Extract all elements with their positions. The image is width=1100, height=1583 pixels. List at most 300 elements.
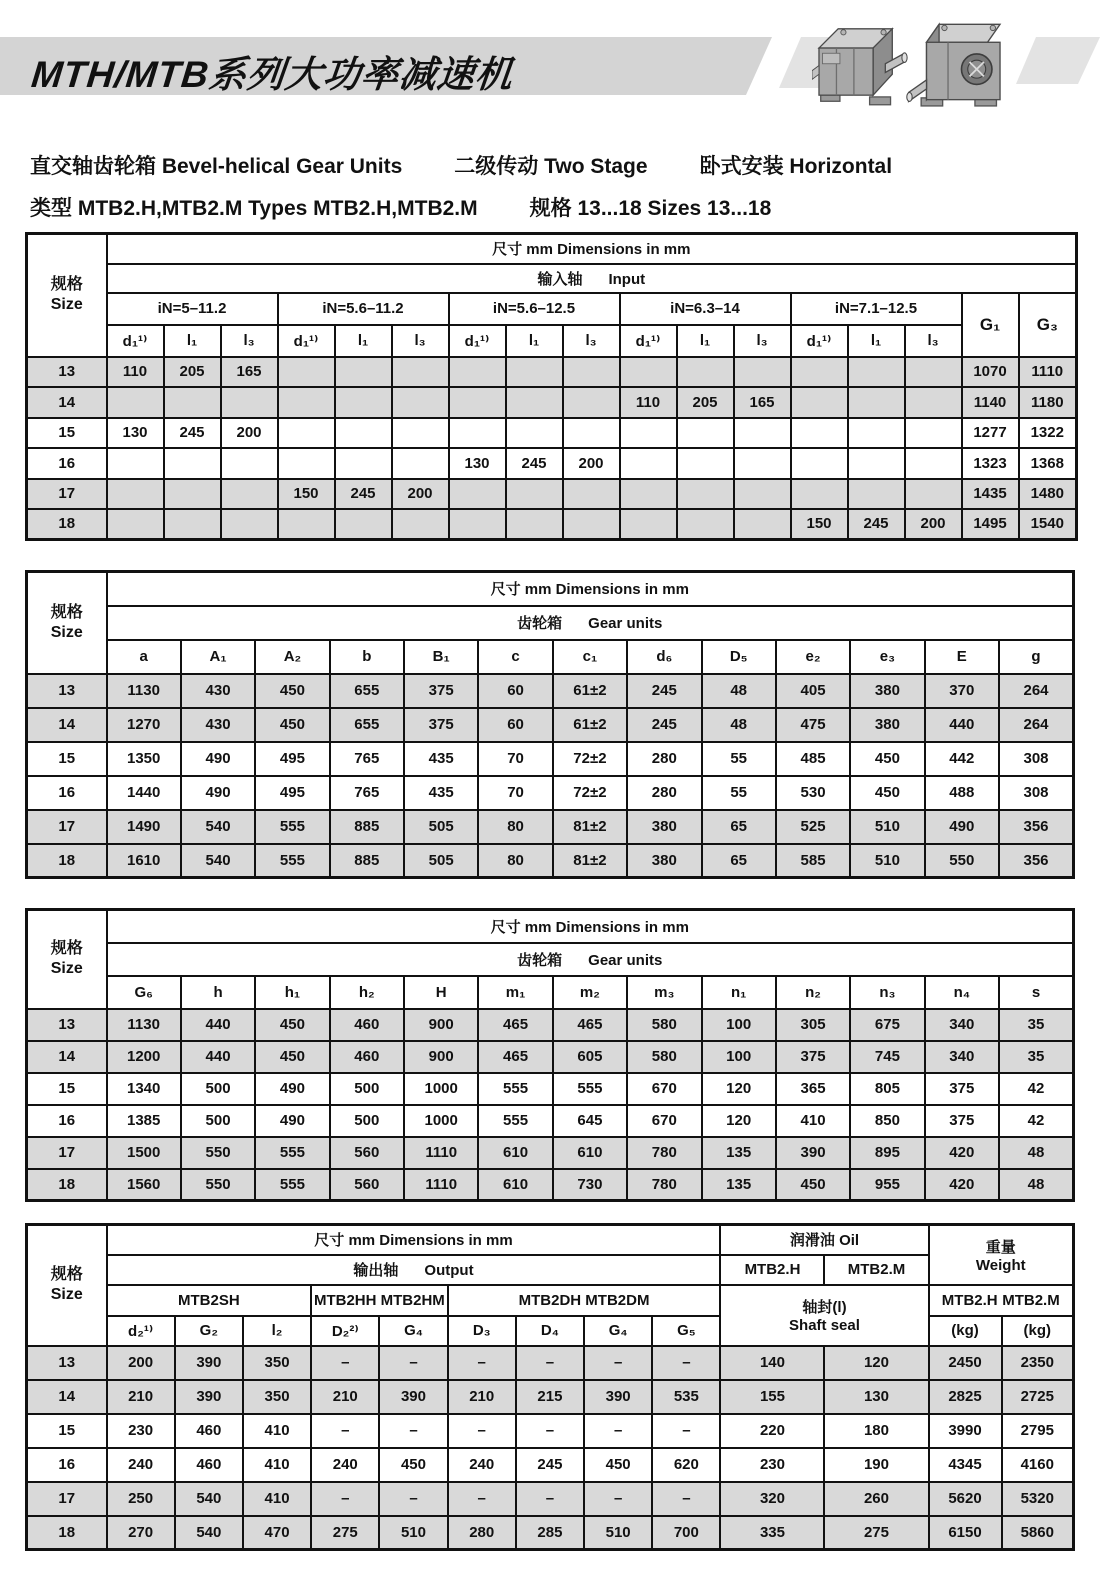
column-header: l₁ [848, 325, 905, 357]
dimension-value: 535 [652, 1380, 720, 1414]
output-oil-weight-table [25, 1223, 1075, 1551]
dimension-value: 410 [243, 1448, 311, 1482]
table-row [27, 606, 1074, 640]
dimension-value: 580 [627, 1041, 701, 1073]
table-row [27, 387, 1077, 418]
table-row [27, 674, 1074, 708]
dimension-value [449, 357, 506, 387]
ratio-group-header: iN=7.1–12.5 [791, 293, 962, 325]
oil-value: 180 [824, 1414, 928, 1448]
dimension-value: 1110 [404, 1137, 478, 1169]
weight-value: 5620 [929, 1482, 1002, 1516]
dimension-value: 440 [181, 1009, 255, 1041]
weight-value: 6150 [929, 1516, 1002, 1550]
g-column-header: G₃ [1019, 293, 1077, 357]
dimension-value: 895 [850, 1137, 924, 1169]
column-header: l₁ [506, 325, 563, 357]
dimension-value: – [516, 1346, 584, 1380]
table-row [27, 1482, 1074, 1516]
dimension-value: 370 [925, 674, 999, 708]
dimension-value [791, 448, 848, 479]
dimension-value [221, 448, 278, 479]
output-section-header: 输出轴 Output [107, 1255, 721, 1285]
dimension-value: 70 [478, 742, 552, 776]
dimension-value: 465 [478, 1009, 552, 1041]
column-header: h [181, 976, 255, 1009]
dimension-value: 430 [181, 708, 255, 742]
table-row [27, 1285, 1074, 1316]
dimension-value [164, 387, 221, 418]
table-row [27, 572, 1074, 606]
column-header: G₂ [175, 1316, 243, 1346]
oil-value: 220 [720, 1414, 824, 1448]
dimension-value [848, 357, 905, 387]
dimension-value [449, 418, 506, 448]
table-row [27, 910, 1074, 943]
dimension-value: 885 [330, 844, 404, 878]
dimension-value: 150 [278, 479, 335, 509]
dimension-value: 450 [379, 1448, 447, 1482]
table-row [27, 1073, 1074, 1105]
dimension-value [677, 479, 734, 509]
dimension-value [848, 479, 905, 509]
row-size: 13 [27, 357, 107, 387]
oil-value: 130 [824, 1380, 928, 1414]
weight-value: 2450 [929, 1346, 1002, 1380]
dimension-value: 765 [330, 742, 404, 776]
dimension-value: 670 [627, 1073, 701, 1105]
dimension-value [392, 357, 449, 387]
dimension-value: 555 [255, 1169, 329, 1201]
weight-models-header: MTB2.H MTB2.M [929, 1285, 1074, 1316]
dimension-value: 1130 [107, 674, 181, 708]
dimension-value [335, 357, 392, 387]
table-row [27, 264, 1077, 293]
dimension-value: 81±2 [553, 844, 627, 878]
column-header: n₃ [850, 976, 924, 1009]
ratio-group-header: iN=6.3–14 [620, 293, 791, 325]
dimension-value: 380 [627, 810, 701, 844]
dimension-value: 210 [448, 1380, 516, 1414]
column-header: d₁¹⁾ [107, 325, 164, 357]
table-row [27, 1009, 1074, 1041]
input-shaft-table [25, 232, 1078, 541]
input-section-header: 输入轴 Input [107, 264, 1077, 293]
dimension-value: 1490 [107, 810, 181, 844]
dimension-value: 390 [175, 1380, 243, 1414]
row-size: 14 [27, 387, 107, 418]
dimensions-header: 尺寸 mm Dimensions in mm [107, 234, 1077, 264]
dimension-value: 280 [448, 1516, 516, 1550]
dimension-value: 610 [478, 1169, 552, 1201]
dimension-value: – [311, 1482, 379, 1516]
row-size: 18 [27, 844, 107, 878]
dimension-value: 420 [925, 1137, 999, 1169]
dimension-value: 485 [776, 742, 850, 776]
column-header: l₁ [335, 325, 392, 357]
oil-model-header: MTB2.M [824, 1255, 928, 1285]
table-row [27, 1380, 1074, 1414]
table-row [27, 810, 1074, 844]
dimension-value [677, 448, 734, 479]
weight-value: 2795 [1002, 1414, 1074, 1448]
dimension-value [848, 448, 905, 479]
dimension-value: 215 [516, 1380, 584, 1414]
dimension-value: 250 [107, 1482, 175, 1516]
dimension-value: – [584, 1414, 652, 1448]
kg-unit-header: (kg) [1002, 1316, 1074, 1346]
dimension-value: 460 [330, 1009, 404, 1041]
dimension-value [734, 418, 791, 448]
dimension-value: 200 [563, 448, 620, 479]
dimension-value: 550 [925, 844, 999, 878]
dimension-value: 240 [448, 1448, 516, 1482]
column-header: b [330, 640, 404, 674]
column-header: a [107, 640, 181, 674]
shaft-seal-header: 轴封(l) Shaft seal [720, 1285, 928, 1346]
dimension-value: 1560 [107, 1169, 181, 1201]
column-header: D₃ [448, 1316, 516, 1346]
dimension-value: 440 [925, 708, 999, 742]
subtitle-segment: 规格 13...18 Sizes 13...18 [529, 197, 772, 220]
dimension-value: 150 [791, 509, 848, 540]
dimension-value [221, 479, 278, 509]
dimension-value [335, 448, 392, 479]
dimension-value: 450 [584, 1448, 652, 1482]
table-row [27, 1105, 1074, 1137]
dimension-value: 1350 [107, 742, 181, 776]
row-size: 14 [27, 1380, 107, 1414]
dimension-value: 390 [175, 1346, 243, 1380]
dimension-value: 350 [243, 1380, 311, 1414]
dimension-value: 450 [255, 674, 329, 708]
column-header: G₄ [584, 1316, 652, 1346]
dimension-value [278, 509, 335, 540]
dimension-value: – [516, 1414, 584, 1448]
dimension-value: 60 [478, 674, 552, 708]
oil-value: 335 [720, 1516, 824, 1550]
dimension-value [278, 357, 335, 387]
dimension-value: 72±2 [553, 742, 627, 776]
dimension-value: 450 [776, 1169, 850, 1201]
dimension-value: 610 [553, 1137, 627, 1169]
dimension-value: 390 [584, 1380, 652, 1414]
dimension-value: 275 [311, 1516, 379, 1550]
dimension-value: 35 [999, 1009, 1074, 1041]
dimension-value: 585 [776, 844, 850, 878]
g-value: 1540 [1019, 509, 1077, 540]
dimension-value: 550 [181, 1169, 255, 1201]
dimension-value: 420 [925, 1169, 999, 1201]
dimension-value: 340 [925, 1041, 999, 1073]
dimension-value: 245 [516, 1448, 584, 1482]
dimension-value [791, 479, 848, 509]
dimension-value [734, 357, 791, 387]
dimension-value: 490 [925, 810, 999, 844]
dimensions-header: 尺寸 mm Dimensions in mm [107, 1225, 721, 1255]
gearbox-image-2 [906, 10, 1008, 114]
dimension-value: 1340 [107, 1073, 181, 1105]
output-oil-weight-table [25, 1223, 1075, 1551]
dimension-value: 850 [850, 1105, 924, 1137]
g-value: 1323 [962, 448, 1019, 479]
dimension-value: 100 [702, 1041, 776, 1073]
dimension-value: 200 [107, 1346, 175, 1380]
dimension-value: 655 [330, 708, 404, 742]
table-row [27, 1414, 1074, 1448]
dimension-value [506, 418, 563, 448]
column-header: e₃ [850, 640, 924, 674]
dimension-value: 885 [330, 810, 404, 844]
dimension-value: – [448, 1346, 516, 1380]
input-shaft-dimensions-table [25, 232, 1075, 541]
dimension-value: 205 [164, 357, 221, 387]
subtitle-line-1 [30, 150, 892, 180]
dimension-value: 135 [702, 1169, 776, 1201]
dimension-value [449, 387, 506, 418]
dimension-value: 1000 [404, 1073, 478, 1105]
size-column-header: 规格 Size [27, 910, 107, 1009]
column-header: h₂ [330, 976, 404, 1009]
column-header: n₁ [702, 976, 776, 1009]
table-row [27, 1516, 1074, 1550]
dimension-value [905, 448, 962, 479]
column-header: B₁ [404, 640, 478, 674]
row-size: 17 [27, 1137, 107, 1169]
size-column-header: 规格 Size [27, 234, 107, 357]
dimension-value: 500 [330, 1105, 404, 1137]
dimension-value [563, 357, 620, 387]
dimension-value: 1270 [107, 708, 181, 742]
oil-value: 140 [720, 1346, 824, 1380]
size-column-header: 规格 Size [27, 572, 107, 674]
dimension-value [221, 509, 278, 540]
dimension-value: 110 [620, 387, 677, 418]
row-size: 18 [27, 1516, 107, 1550]
dimension-value: 70 [478, 776, 552, 810]
oil-value: 230 [720, 1448, 824, 1482]
column-header: E [925, 640, 999, 674]
column-header: c [478, 640, 552, 674]
dimension-value [221, 387, 278, 418]
dimension-value: 200 [905, 509, 962, 540]
dimension-value [791, 357, 848, 387]
dimension-value: 48 [702, 708, 776, 742]
column-header: c₁ [553, 640, 627, 674]
dimension-value: – [584, 1482, 652, 1516]
dimension-value: 955 [850, 1169, 924, 1201]
dimension-value [506, 357, 563, 387]
dimension-value: 490 [181, 776, 255, 810]
dimension-value: – [379, 1482, 447, 1516]
dimension-value: 435 [404, 742, 478, 776]
dimension-value [563, 479, 620, 509]
column-header: l₃ [905, 325, 962, 357]
dimension-value: 700 [652, 1516, 720, 1550]
dimension-value: 430 [181, 674, 255, 708]
dimension-value: 540 [181, 844, 255, 878]
column-header: d₁¹⁾ [620, 325, 677, 357]
weight-value: 3990 [929, 1414, 1002, 1448]
weight-value: 2825 [929, 1380, 1002, 1414]
dimension-value: – [379, 1346, 447, 1380]
dimension-value: 1110 [404, 1169, 478, 1201]
dimension-value: 540 [181, 810, 255, 844]
weight-value: 2725 [1002, 1380, 1074, 1414]
dimension-value [905, 387, 962, 418]
dimension-value [791, 418, 848, 448]
dimension-value: 110 [107, 357, 164, 387]
dimension-value: 305 [776, 1009, 850, 1041]
column-header: H [404, 976, 478, 1009]
dimension-value: 505 [404, 810, 478, 844]
table-row [27, 448, 1077, 479]
table-row [27, 1041, 1074, 1073]
dimension-value: 60 [478, 708, 552, 742]
column-header: d₁¹⁾ [449, 325, 506, 357]
column-header: l₃ [221, 325, 278, 357]
table-row [27, 1255, 1074, 1285]
row-size: 16 [27, 1448, 107, 1482]
dimension-value [164, 509, 221, 540]
g-value: 1368 [1019, 448, 1077, 479]
g-value: 1322 [1019, 418, 1077, 448]
oil-value: 275 [824, 1516, 928, 1550]
dimension-value [905, 479, 962, 509]
dimensions-header: 尺寸 mm Dimensions in mm [107, 572, 1074, 606]
row-size: 13 [27, 674, 107, 708]
dimension-value: 510 [850, 810, 924, 844]
row-size: 14 [27, 708, 107, 742]
dimension-value: 340 [925, 1009, 999, 1041]
dimension-value: 280 [627, 742, 701, 776]
dimension-value [392, 418, 449, 448]
dimension-value: 245 [164, 418, 221, 448]
dimension-value: 1500 [107, 1137, 181, 1169]
dimension-value [677, 418, 734, 448]
column-header: d₁¹⁾ [791, 325, 848, 357]
dimension-value: 555 [255, 1137, 329, 1169]
dimension-value: 264 [999, 708, 1074, 742]
dimension-value: 61±2 [553, 708, 627, 742]
dimension-value: 670 [627, 1105, 701, 1137]
dimension-value [278, 418, 335, 448]
dimension-value: 500 [330, 1073, 404, 1105]
dimension-value [620, 357, 677, 387]
g-value: 1110 [1019, 357, 1077, 387]
dimension-value [620, 479, 677, 509]
ratio-group-header: iN=5–11.2 [107, 293, 278, 325]
dimension-value [392, 387, 449, 418]
dimension-value: 230 [107, 1414, 175, 1448]
dimension-value: 200 [392, 479, 449, 509]
dimension-value: 375 [925, 1105, 999, 1137]
dimension-value: 1385 [107, 1105, 181, 1137]
column-header: A₁ [181, 640, 255, 674]
dimension-value: 270 [107, 1516, 175, 1550]
type-group-header: MTB2DH MTB2DM [448, 1285, 721, 1316]
dimension-value [392, 509, 449, 540]
column-header: d₁¹⁾ [278, 325, 335, 357]
column-header: n₄ [925, 976, 999, 1009]
table-row [27, 1225, 1074, 1255]
dimension-value: 450 [850, 776, 924, 810]
dimension-value: 42 [999, 1105, 1074, 1137]
dimension-value: 555 [255, 810, 329, 844]
dimension-value: 165 [221, 357, 278, 387]
dimension-value [107, 479, 164, 509]
dimension-value: 410 [243, 1482, 311, 1516]
page-title: MTH/MTB系列大功率减速机 [29, 54, 516, 95]
table-row [27, 943, 1074, 976]
dimension-value: 48 [999, 1169, 1074, 1201]
dimension-value: 1440 [107, 776, 181, 810]
dimension-value: 380 [627, 844, 701, 878]
g-value: 1435 [962, 479, 1019, 509]
column-header: G₆ [107, 976, 181, 1009]
dimension-value: 48 [999, 1137, 1074, 1169]
row-size: 16 [27, 1105, 107, 1137]
dimension-value: 655 [330, 674, 404, 708]
row-size: 13 [27, 1346, 107, 1380]
dimension-value [905, 357, 962, 387]
weight-header: 重量 Weight [929, 1225, 1074, 1285]
dimension-value: 525 [776, 810, 850, 844]
dimension-value [278, 448, 335, 479]
dimension-value: 120 [702, 1073, 776, 1105]
dimension-value: 375 [776, 1041, 850, 1073]
dimension-value: 460 [175, 1414, 243, 1448]
gear-unit-dimensions-table-b [25, 908, 1075, 1202]
dimension-value: 1000 [404, 1105, 478, 1137]
dimension-value [449, 509, 506, 540]
dimension-value: 450 [255, 1041, 329, 1073]
dimension-value [734, 448, 791, 479]
dimension-value: 560 [330, 1169, 404, 1201]
size-column-header: 规格 Size [27, 1225, 107, 1346]
g-value: 1480 [1019, 479, 1077, 509]
dimension-value: 900 [404, 1009, 478, 1041]
dimension-value: 442 [925, 742, 999, 776]
dimension-value: 540 [175, 1482, 243, 1516]
dimension-value [677, 509, 734, 540]
dimension-value: 390 [379, 1380, 447, 1414]
dimension-value: 356 [999, 810, 1074, 844]
gearbox-image-1 [812, 12, 908, 112]
dimension-value: 42 [999, 1073, 1074, 1105]
table-row [27, 479, 1077, 509]
dimension-value: 380 [850, 674, 924, 708]
dimension-value: 1130 [107, 1009, 181, 1041]
dimension-value: 900 [404, 1041, 478, 1073]
column-header: l₃ [734, 325, 791, 357]
dimension-value: 120 [702, 1105, 776, 1137]
dimension-value: 745 [850, 1041, 924, 1073]
dimension-value: 350 [243, 1346, 311, 1380]
dimension-value: – [516, 1482, 584, 1516]
g-value: 1277 [962, 418, 1019, 448]
table-row [27, 357, 1077, 387]
dimension-value: 245 [627, 674, 701, 708]
dimension-value [107, 448, 164, 479]
dimension-value: 365 [776, 1073, 850, 1105]
dimension-value [848, 418, 905, 448]
dimension-value: 380 [850, 708, 924, 742]
dimension-value: 61±2 [553, 674, 627, 708]
dimension-value: 435 [404, 776, 478, 810]
section-header: 齿轮箱 Gear units [107, 943, 1074, 976]
row-size: 15 [27, 742, 107, 776]
